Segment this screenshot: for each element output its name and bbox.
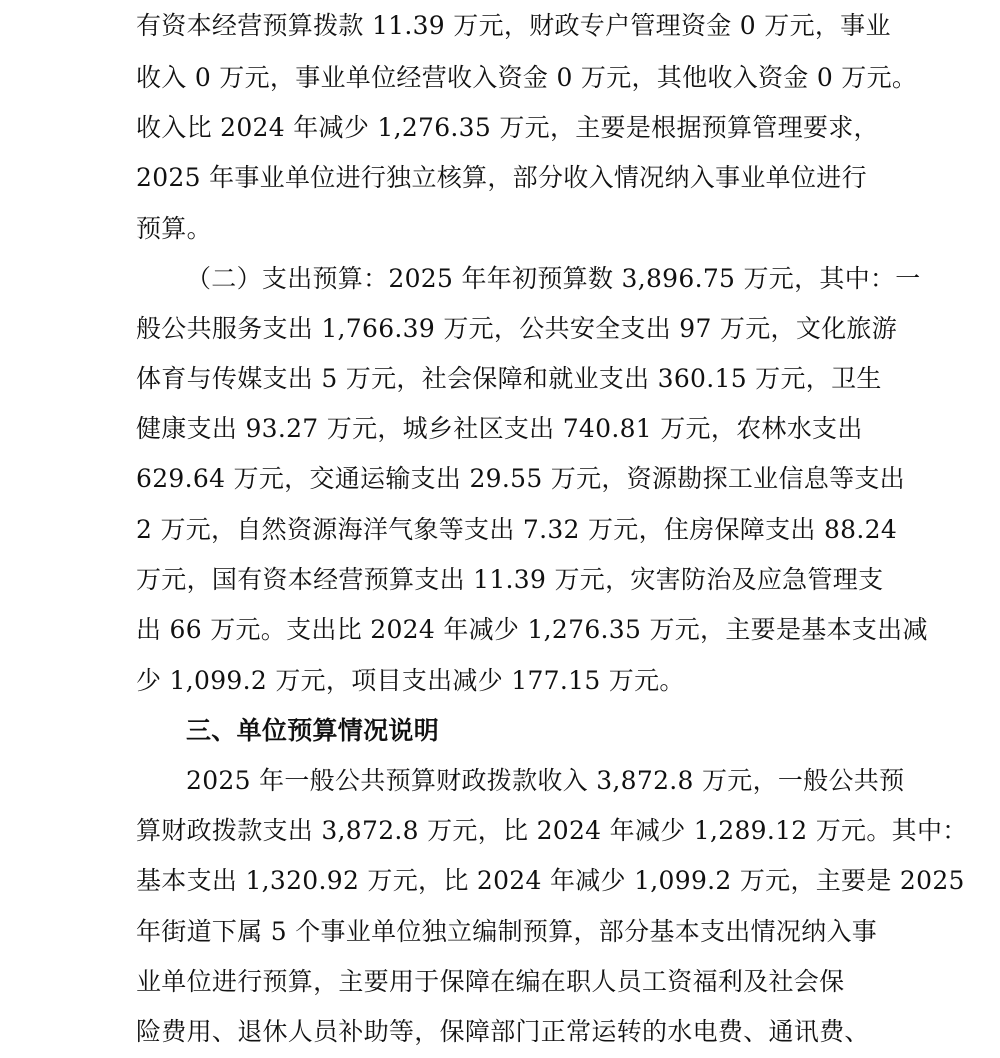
text-line: 体育与传媒支出 5 万元，社会保障和就业支出 360.15 万元，卫生 xyxy=(136,364,882,393)
text-line: 业单位进行预算，主要用于保障在编在职人员工资福利及社会保 xyxy=(136,967,845,996)
text-line: 年街道下属 5 个事业单位独立编制预算，部分基本支出情况纳入事 xyxy=(136,917,878,946)
text-line: 收入比 2024 年减少 1,276.35 万元，主要是根据预算管理要求， xyxy=(136,113,879,142)
text-line: 少 1,099.2 万元，项目支出减少 177.15 万元。 xyxy=(136,666,685,695)
text-line: 出 66 万元。支出比 2024 年减少 1,276.35 万元，主要是基本支出减 xyxy=(136,615,928,644)
section-heading: 三、单位预算情况说明 xyxy=(186,716,440,745)
text-line: （二）支出预算：2025 年年初预算数 3,896.75 万元，其中：一 xyxy=(186,264,921,293)
text-line: 2025 年事业单位进行独立核算，部分收入情况纳入事业单位进行 xyxy=(136,163,867,192)
text-line: 2025 年一般公共预算财政拨款收入 3,872.8 万元，一般公共预 xyxy=(186,766,905,795)
text-line: 2 万元，自然资源海洋气象等支出 7.32 万元，住房保障支出 88.24 xyxy=(136,515,898,544)
text-line: 预算。 xyxy=(136,214,212,243)
text-line: 险费用、退休人员补助等，保障部门正常运转的水电费、通讯费、 xyxy=(136,1017,870,1046)
text-line: 万元，国有资本经营预算支出 11.39 万元，灾害防治及应急管理支 xyxy=(136,565,884,594)
text-line: 般公共服务支出 1,766.39 万元，公共安全支出 97 万元，文化旅游 xyxy=(136,314,898,343)
text-line: 有资本经营预算拨款 11.39 万元，财政专户管理资金 0 万元，事业 xyxy=(136,11,891,40)
text-line: 基本支出 1,320.92 万元，比 2024 年减少 1,099.2 万元，主要是 2025 xyxy=(136,866,965,895)
text-line: 算财政拨款支出 3,872.8 万元，比 2024 年减少 1,289.12 万元。其中： xyxy=(136,816,968,845)
text-line: 收入 0 万元，事业单位经营收入资金 0 万元，其他收入资金 0 万元。 xyxy=(136,63,918,92)
text-line: 629.64 万元，交通运输支出 29.55 万元，资源勘探工业信息等支出 xyxy=(136,464,905,493)
text-line: 健康支出 93.27 万元，城乡社区支出 740.81 万元，农林水支出 xyxy=(136,414,863,443)
